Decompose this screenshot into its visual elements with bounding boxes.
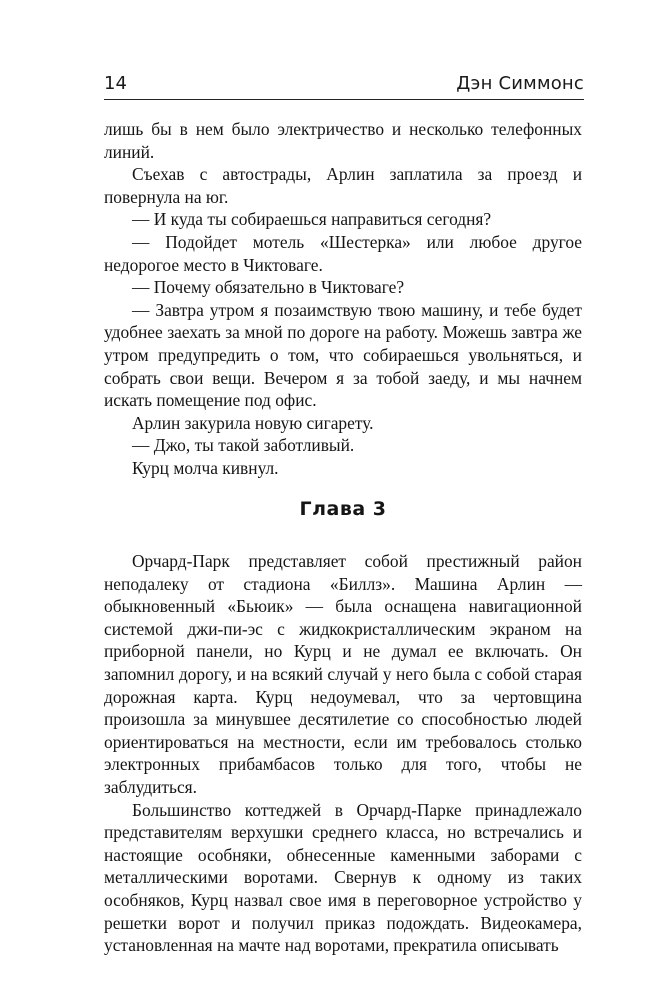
paragraph: Курц молча кивнул. (132, 457, 279, 478)
paragraph: Съехав с автострады, Арлин заплатила за проезд и повернула на юг. (104, 164, 582, 207)
text-block-before-chapter (104, 118, 582, 480)
chapter-title: Глава 3 (299, 498, 387, 520)
paragraph: — Завтра утром я позаимствую твою машину, и тебе будет удобнее заехать за мной по дороге на работу. Можешь завтра же утром предупредить о том, что собираешься увольняться, и собрать свои вещи. Вечером я за тобой заеду, и мы начнем искать помещение под офис. (104, 299, 582, 411)
paragraph: — Джо, ты такой заботливый. (132, 435, 355, 456)
paragraph: Орчард-Парк представляет собой престижный район неподалеку от стадиона «Биллз». Машина Арлин — обыкновенный «Бьюик» — была оснащена навигационной системой джи-пи-эс с жидкокристаллическим экраном на приборной панели, но Курц и не думал ее включать. Он запомнил дорогу, и на всякий случай у него была с собой старая дорожная карта. Курц недоумевал, что за чертовщина произошла за минувшее десятилетие со способностью людей ориентироваться на местности, если им требовалось столько электронных прибамбасов только для того, чтобы не заблудиться. (104, 551, 582, 797)
paragraph: — Подойдет мотель «Шестерка» или любое другое недорогое место в Чиктоваге. (104, 231, 582, 275)
page-number: 14 (104, 73, 127, 94)
page-header (104, 73, 584, 99)
header-rule (104, 99, 584, 100)
running-head: Дэн Симмонс (456, 73, 584, 94)
paragraph: — Почему обязательно в Чиктоваге? (132, 277, 405, 298)
paragraph: — И куда ты собираешься направиться сегодня? (132, 209, 492, 230)
paragraph: Большинство коттеджей в Орчард-Парке принадлежало представителям верхушки среднего класса, но встречались и настоящие особняки, обнесенные каменными заборами с металлическими воротами. Свернув к одному из таких особняков, Курц назвал свое имя в переговорное устройство у решетки ворот и получил приказ подождать. Видеокамера, установленная на мачте над воротами, прекратила описывать (104, 799, 582, 956)
text-block-chapter-body (104, 550, 582, 957)
paragraph: Арлин закурила новую сигарету. (132, 412, 374, 433)
paragraph: лишь бы в нем было электричество и несколько телефонных линий. (104, 119, 582, 162)
